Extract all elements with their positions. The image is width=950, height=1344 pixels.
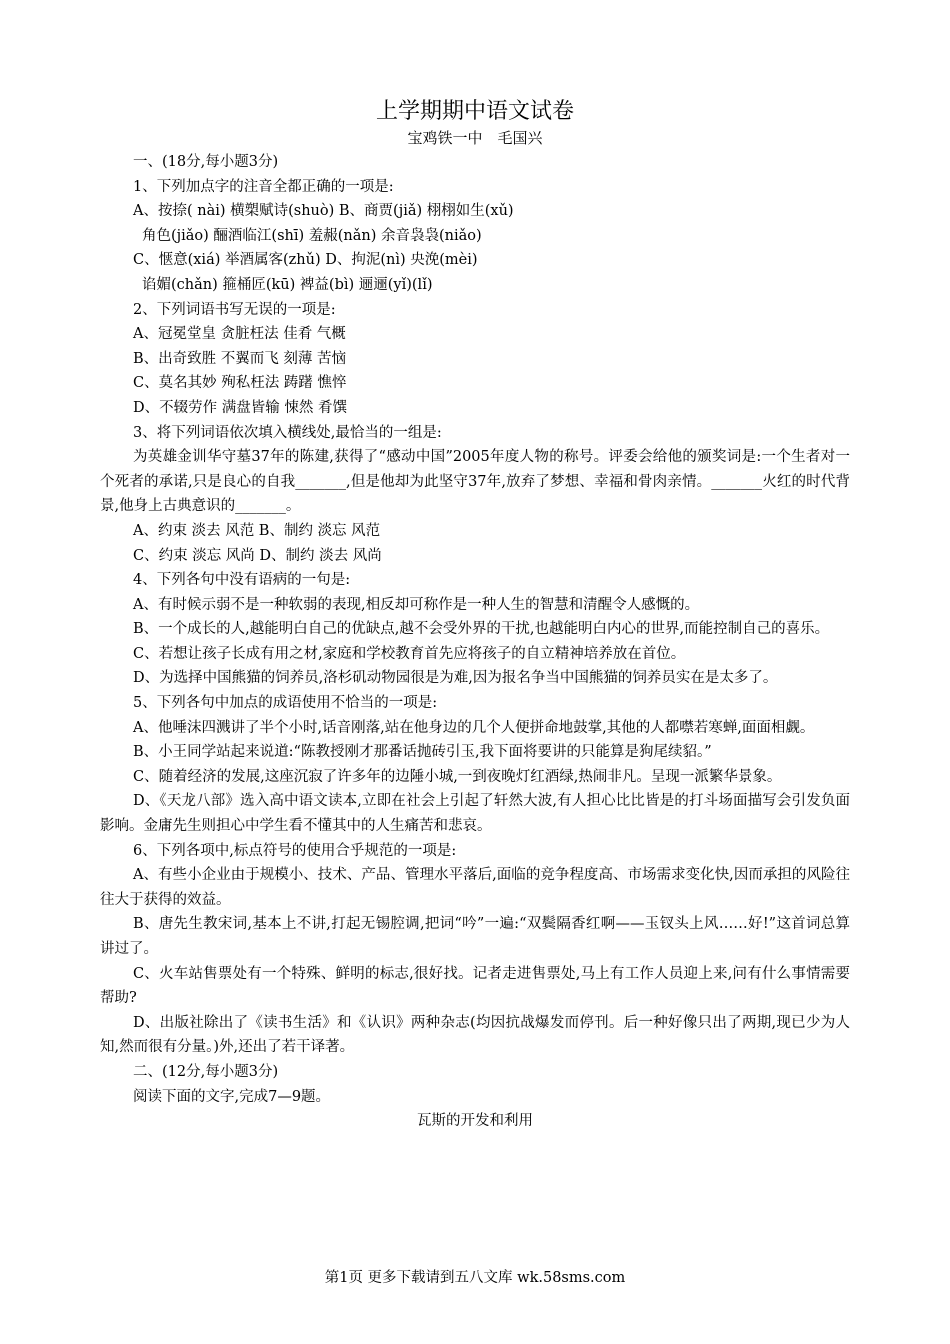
question-3-passage: 为英雄金训华守墓37年的陈建,获得了“感动中国”2005年度人物的称号。评委会给他的颁奖词是:一个生者对一个死者的承诺,只是良心的自我_______,但是他却为此坚守37年,放弃了梦想、幸福和骨肉亲情。_______火红的时代背景,他身上古典意识的_______。 — [100, 449, 850, 515]
question-5-stem: 5、下列各句中加点的成语使用不恰当的一项是: — [133, 695, 438, 712]
question-3-option-cd: C、约束 淡忘 风尚 D、制约 淡去 风尚 — [133, 547, 382, 564]
question-1-stem: 1、下列加点字的注音全都正确的一项是: — [133, 178, 394, 195]
section-2-heading: 二、(12分,每小题3分) — [133, 1063, 279, 1080]
question-5-option-a: A、他唾沫四溅讲了半个小时,话音刚落,站在他身边的几个人便拼命地鼓掌,其他的人都噤若寒蝉,面面相觑。 — [133, 719, 815, 736]
page-footer: 第1页 更多下载请到五八文库 wk.58sms.com — [324, 1270, 626, 1286]
section-1-heading: 一、(18分,每小题3分) — [133, 154, 279, 170]
question-6-stem: 6、下列各项中,标点符号的使用合乎规范的一项是: — [133, 842, 457, 859]
question-1-option-cd: C、惬意(xiá) 举酒属客(zhǔ) D、拘泥(nì) 央浼(mèi) — [133, 252, 478, 269]
question-6-option-c: C、火车站售票处有一个特殊、鲜明的标志,很好找。记者走进售票处,马上有工作人员迎上来,问有什么事情需要帮助? — [100, 965, 850, 1007]
question-2-stem: 2、下列词语书写无误的一项是: — [133, 301, 336, 318]
question-5-option-d: D、《天龙八部》选入高中语文读本,立即在社会上引起了轩然大波,有人担心比比皆是的打斗场面描写会引发负面影响。金庸先生则担心中学生看不懂其中的人生痛苦和悲哀。 — [100, 793, 850, 835]
question-4-option-b: B、一个成长的人,越能明白自己的优缺点,越不会受外界的干扰,也越能明白内心的世界,而能控制自己的喜乐。 — [133, 621, 830, 638]
question-3-option-ab: A、约束 淡去 风范 B、制约 淡忘 风范 — [133, 522, 381, 539]
question-6-option-d: D、出版社除出了《读书生活》和《认识》两种杂志(均因抗战爆发而停刊。后一种好像只出了两期,现已少为人知,然而很有分量。)外,还出了若干译著。 — [100, 1014, 850, 1056]
question-5-option-c: C、随着经济的发展,这座沉寂了许多年的边陲小城,一到夜晚灯红酒绿,热闹非凡。呈现一派繁华景象。 — [133, 768, 782, 785]
question-3-stem: 3、将下列词语依次填入横线处,最恰当的一组是: — [133, 424, 442, 441]
question-6-option-b: B、唐先生教宋词,基本上不讲,打起无锡腔调,把词“吟”一遍:“双鬓隔香红啊——玉钗头上风……好!”这首词总算讲过了。 — [100, 916, 850, 957]
question-5-option-b: B、小王同学站起来说道:“陈教授刚才那番话抛砖引玉,我下面将要讲的只能算是狗尾续貂。” — [133, 744, 712, 761]
question-1-option-d-cont: 谄媚(chǎn) 箍桶匠(kū) 裨益(bì) 逦逦(yǐ)(lǐ) — [142, 276, 433, 293]
question-2-option-b: B、出奇致胜 不翼而飞 刻薄 苦恼 — [133, 350, 346, 367]
question-6-option-a: A、有些小企业由于规模小、技术、产品、管理水平落后,面临的竞争程度高、市场需求变化快,因而承担的风险往往大于获得的效益。 — [100, 867, 850, 908]
section-2-intro: 阅读下面的文字,完成7—9题。 — [133, 1088, 331, 1105]
question-2-option-c: C、莫名其妙 殉私枉法 踌躇 憔悴 — [133, 375, 347, 392]
page-title: 上学期期中语文试卷 — [375, 99, 574, 124]
passage-title: 瓦斯的开发和利用 — [417, 1113, 533, 1130]
question-2-option-d: D、不辍劳作 满盘皆输 悚然 肴馔 — [133, 399, 347, 416]
question-4-option-d: D、为选择中国熊猫的饲养员,洛杉矶动物园很是为难,因为报名争当中国熊猫的饲养员实在是太多了。 — [133, 670, 778, 687]
question-2-option-a: A、冠冕堂皇 贪脏枉法 佳肴 气概 — [133, 326, 346, 343]
question-1-option-ab: A、按捺( nài) 横槊赋诗(shuò) B、商贾(jiǎ) 栩栩如生(xǔ) — [133, 203, 514, 220]
document-body — [100, 150, 850, 1134]
question-4-option-c: C、若想让孩子长成有用之材,家庭和学校教育首先应将孩子的自立精神培养放在首位。 — [133, 645, 686, 662]
question-4-option-a: A、有时候示弱不是一种软弱的表现,相反却可称作是一种人生的智慧和清醒令人感慨的。 — [133, 596, 700, 613]
page-subtitle: 宝鸡铁一中 毛国兴 — [407, 129, 543, 147]
question-1-option-b-cont: 角色(jiǎo) 酾酒临江(shī) 羞赧(nǎn) 余音袅袅(niǎo) — [142, 227, 482, 244]
question-4-stem: 4、下列各句中没有语病的一句是: — [133, 572, 351, 589]
